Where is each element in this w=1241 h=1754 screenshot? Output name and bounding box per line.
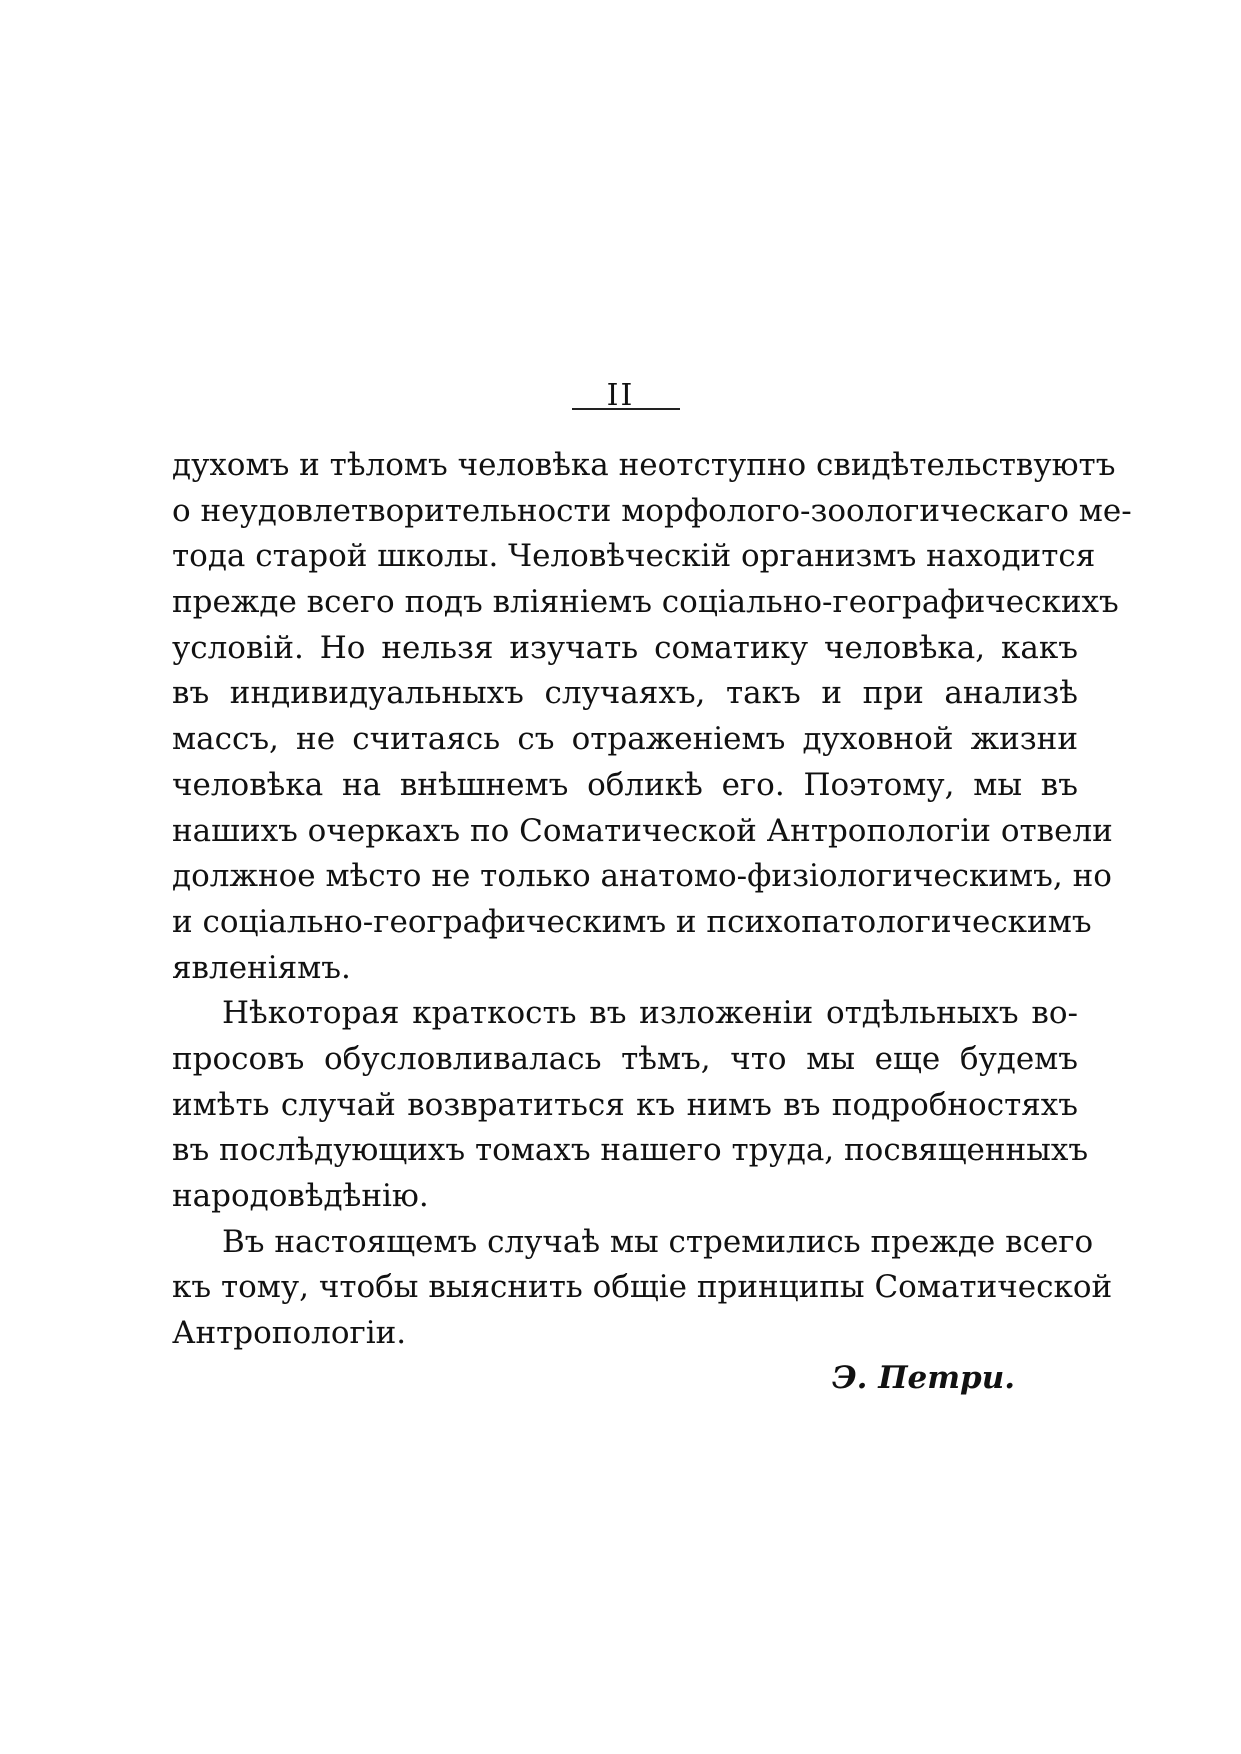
text-line: народовѣдѣнію.: [172, 1178, 429, 1214]
text-line: о неудовлетворительности морфолого-зоологическаго ме-: [172, 492, 1132, 529]
text-line: имѣть случай возвратиться къ нимъ въ подробностяхъ: [172, 1086, 1078, 1123]
text-line: къ тому, чтобы выяснить общіе принципы Соматической: [172, 1269, 1113, 1306]
text-line: Нѣкоторая краткость въ изложеніи отдѣльныхъ во-: [222, 995, 1078, 1032]
text-line: должное мѣсто не только анатомо-физіологическимъ, но: [172, 858, 1112, 895]
author-signature: Э. Петри.: [832, 1360, 1016, 1396]
text-line: Антропологіи.: [172, 1315, 407, 1352]
text-line: въ индивидуальныхъ случаяхъ, такъ и при анализѣ: [172, 675, 1078, 712]
text-line: явленіямъ.: [172, 949, 351, 986]
text-line: человѣка на внѣшнемъ обликѣ его. Поэтому, мы въ: [172, 766, 1078, 803]
text-line: условій. Но нельзя изучать соматику человѣка, какъ: [172, 629, 1078, 666]
text-line: тода старой школы. Человѣческій организмъ находится: [172, 538, 1096, 575]
body-text: [172, 443, 1132, 1357]
page-number-rule: [572, 408, 680, 410]
text-line: нашихъ очеркахъ по Соматической Антропологіи отвели: [172, 812, 1113, 849]
text-line: прежде всего подъ вліяніемъ соціально-географическихъ: [172, 584, 1119, 621]
text-line: въ послѣдующихъ томахъ нашего труда, посвященныхъ: [172, 1132, 1089, 1169]
text-line: Въ настоящемъ случаѣ мы стремились прежде всего: [222, 1223, 1094, 1260]
text-line: и соціально-географическимъ и психопатологическимъ: [172, 903, 1092, 940]
text-line: просовъ обусловливалась тѣмъ, что мы еще будемъ: [172, 1040, 1078, 1077]
text-line: духомъ и тѣломъ человѣка неотступно свидѣтельствуютъ: [172, 447, 1116, 483]
text-line: массъ, не считаясь съ отраженіемъ духовной жизни: [172, 721, 1078, 758]
page-number: II: [606, 378, 635, 413]
